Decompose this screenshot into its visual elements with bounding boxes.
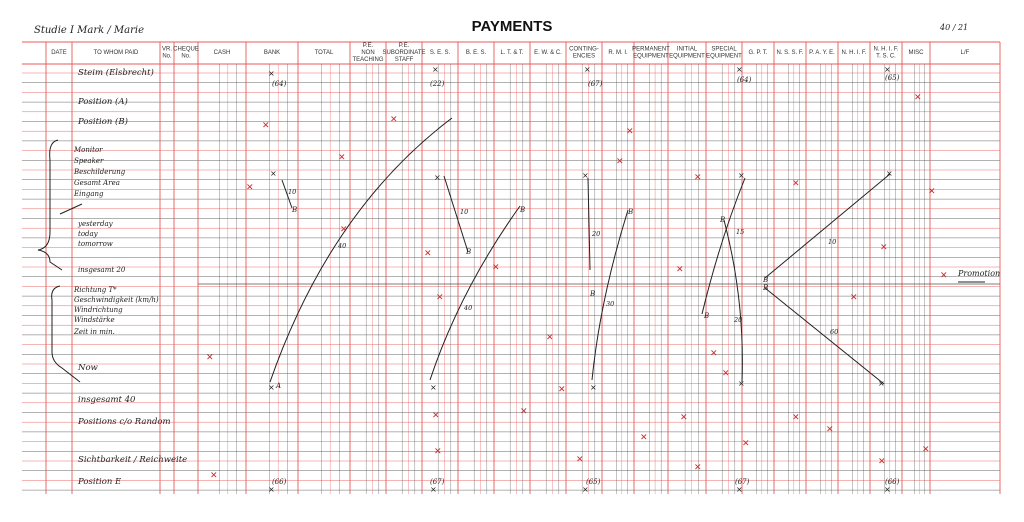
red-tick-mark: ✕ [626,127,634,137]
red-tick-mark: ✕ [694,463,702,473]
column-annotation: (67) [588,80,603,88]
endpoint-x-mark: × [268,69,275,78]
red-tick-mark: ✕ [640,433,648,443]
endpoint-x-mark: × [268,485,275,494]
line-label: 30 [606,300,615,308]
payee-entry: Windrichtung [74,306,123,314]
column-header-label: G. P. T. [748,50,768,56]
point-label: B [520,206,526,214]
red-tick-mark: ✕ [436,293,444,303]
red-tick-mark: ✕ [206,353,214,363]
column-header-label: S. E. S. [429,50,451,56]
endpoint-x-mark: × [884,65,891,74]
endpoint-x-mark: × [584,65,591,74]
column-header-label: L. T. & T. [500,50,524,56]
endpoint-x-mark: × [884,485,891,494]
endpoint-x-mark: × [432,65,439,74]
column-header-label: P. A. Y. E. [809,50,835,56]
page-title: PAYMENTS [471,18,553,35]
endpoint-x-mark: × [430,485,437,494]
column-header-label: VR. [161,46,173,53]
point-label: B [628,208,634,216]
column-header-label: STAFF [394,57,414,63]
line-label: 20 [734,316,743,324]
column-header-label: EQUIPMENT [706,53,742,60]
red-tick-mark: ✕ [340,225,348,235]
payee-entry: Geschwindigkeit (km/h) [74,296,159,304]
column-header-label: B. E. S. [465,50,487,56]
endpoint-x-mark: × [582,171,589,180]
red-tick-mark: ✕ [546,333,554,343]
column-header-label: No. [181,53,191,60]
column-annotation: (64) [737,76,752,84]
red-tick-mark: ✕ [826,425,834,435]
line-label: 10 [288,188,297,196]
payee-entry: insgesamt 20 [78,266,126,274]
line-label: 10 [460,208,469,216]
red-tick-mark: ✕ [676,265,684,275]
column-header-label: N. H. I. F. [841,50,867,56]
payee-entry: Zeit in min. [74,328,115,336]
endpoint-x-mark: × [270,169,277,178]
payee-entry: Richtung T* [74,286,117,294]
endpoint-x-mark: × [582,485,589,494]
column-header-label: R. M. I. [608,50,628,56]
red-tick-mark: ✕ [850,293,858,303]
red-tick-mark: ✕ [792,179,800,189]
column-header-label: E. W. & C. [534,50,562,56]
endpoint-x-mark: × [736,485,743,494]
column-header-label: L/F [960,50,970,56]
payee-entry: insgesamt 40 [78,395,136,405]
column-header-label: NON [361,50,375,56]
point-label: B [720,216,726,224]
column-annotation: (67) [735,478,750,486]
red-tick-mark: ✕ [928,187,936,197]
line-label: 10 [828,238,837,246]
endpoint-x-mark: × [736,65,743,74]
red-tick-mark: ✕ [492,263,500,273]
endpoint-x-mark: × [268,383,275,392]
red-tick-mark: ✕ [432,411,440,421]
payee-entry: today [78,230,98,238]
red-tick-mark: ✕ [878,457,886,467]
column-header-label: SPECIAL [711,46,737,53]
column-header-label: T. S. C. [876,53,896,60]
payee-entry: tomorrow [78,240,113,248]
column-annotation: (64) [272,80,287,88]
column-header-label: INITIAL [676,46,698,53]
point-label: B [466,248,472,256]
endpoint-x-mark: × [434,173,441,182]
red-tick-mark: ✕ [210,471,218,481]
red-tick-mark: ✕ [680,413,688,423]
payee-entry: Speaker [74,157,104,165]
payee-entry: Position (B) [78,117,128,127]
top-left-note: Studie I Mark / Marie [34,25,144,36]
column-header-label: P.E. [398,43,410,49]
top-right-note: 40 / 21 [940,23,969,32]
payee-entry: Now [78,363,98,373]
endpoint-x-mark: × [590,383,597,392]
red-tick-mark: ✕ [742,439,750,449]
column-header-label: P.E. [362,43,374,49]
red-tick-mark: ✕ [576,455,584,465]
line-label: 60 [830,328,839,336]
column-annotation: (22) [430,80,445,88]
red-tick-mark: ✕ [694,173,702,183]
column-header-label: BANK [263,50,281,56]
payee-entry: Beschilderung [74,168,126,176]
red-tick-mark: ✕ [246,183,254,193]
column-annotation: (67) [430,478,445,486]
column-annotation: (66) [885,478,900,486]
point-label: B [704,312,710,320]
red-tick-mark: ✕ [520,407,528,417]
red-tick-mark: ✕ [616,157,624,167]
payee-entry: Steim (Elsbrecht) [78,68,154,78]
column-header-label: PERMANENT [632,46,670,53]
payee-entry: yesterday [78,220,113,228]
line-label: 15 [736,228,745,236]
column-header-label: DATE [51,50,67,56]
column-header-label: CONTING- [569,46,599,53]
column-annotation: (65) [885,74,900,82]
column-annotation: (66) [272,478,287,486]
point-label: A [276,382,282,390]
payee-entry: Positions c/o Random [78,417,171,427]
line-label: 40 [338,242,347,250]
payee-entry: Position (A) [78,97,128,107]
payee-entry: Gesamt Area [74,179,120,187]
column-header-label: N. H. I. F. [873,46,899,53]
payee-entry: Eingang [74,190,104,198]
payee-entry: Position E [78,477,122,487]
column-header-label: No. [162,53,172,60]
point-label: B [763,276,769,284]
red-tick-mark: ✕ [434,447,442,457]
red-tick-mark: ✕ [792,413,800,423]
margin-note: Promotion [958,269,1001,278]
red-tick-mark: ✕ [262,121,270,131]
point-label: B [763,284,769,292]
red-tick-mark: ✕ [922,445,930,455]
red-tick-mark: ✕ [710,349,718,359]
column-header-label: SUBORDINATE [382,50,426,56]
column-header-label: MISC [908,50,924,56]
column-header-label: CHEQUE [173,46,199,53]
column-header-label: EQUIPMENT [633,53,669,60]
column-header-label: EQUIPMENT [669,53,705,60]
red-tick-mark: ✕ [914,93,922,103]
endpoint-x-mark: × [430,383,437,392]
column-header-label: TEACHING [352,57,384,63]
payee-entry: Monitor [74,146,103,154]
payee-entry: Sichtbarkeit / Reichweite [78,455,188,465]
red-tick-mark: ✕ [722,369,730,379]
payee-entry: Windstärke [74,316,115,324]
red-tick-mark: ✕ [424,249,432,259]
endpoint-x-mark: × [738,379,745,388]
line-label: 40 [464,304,473,312]
column-header-label: TO WHOM PAID [93,50,139,56]
column-header-label: N. S. S. F. [776,50,804,56]
red-tick-mark: ✕ [390,115,398,125]
column-header-label: ENCIES [572,53,596,60]
column-annotation: (65) [586,478,601,486]
red-tick-mark: ✕ [558,385,566,395]
endpoint-x-mark: × [738,171,745,180]
endpoint-x-mark: × [886,169,893,178]
red-tick-mark: ✕ [880,243,888,253]
line-label: 20 [592,230,601,238]
column-header-label: TOTAL [314,50,334,56]
endpoint-x-mark: × [878,379,885,388]
red-tick-mark: ✕ [338,153,346,163]
column-header-label: CASH [213,50,231,56]
point-label: B [292,206,298,214]
point-label: B [590,290,596,298]
red-tick-mark: ✕ [940,271,948,281]
